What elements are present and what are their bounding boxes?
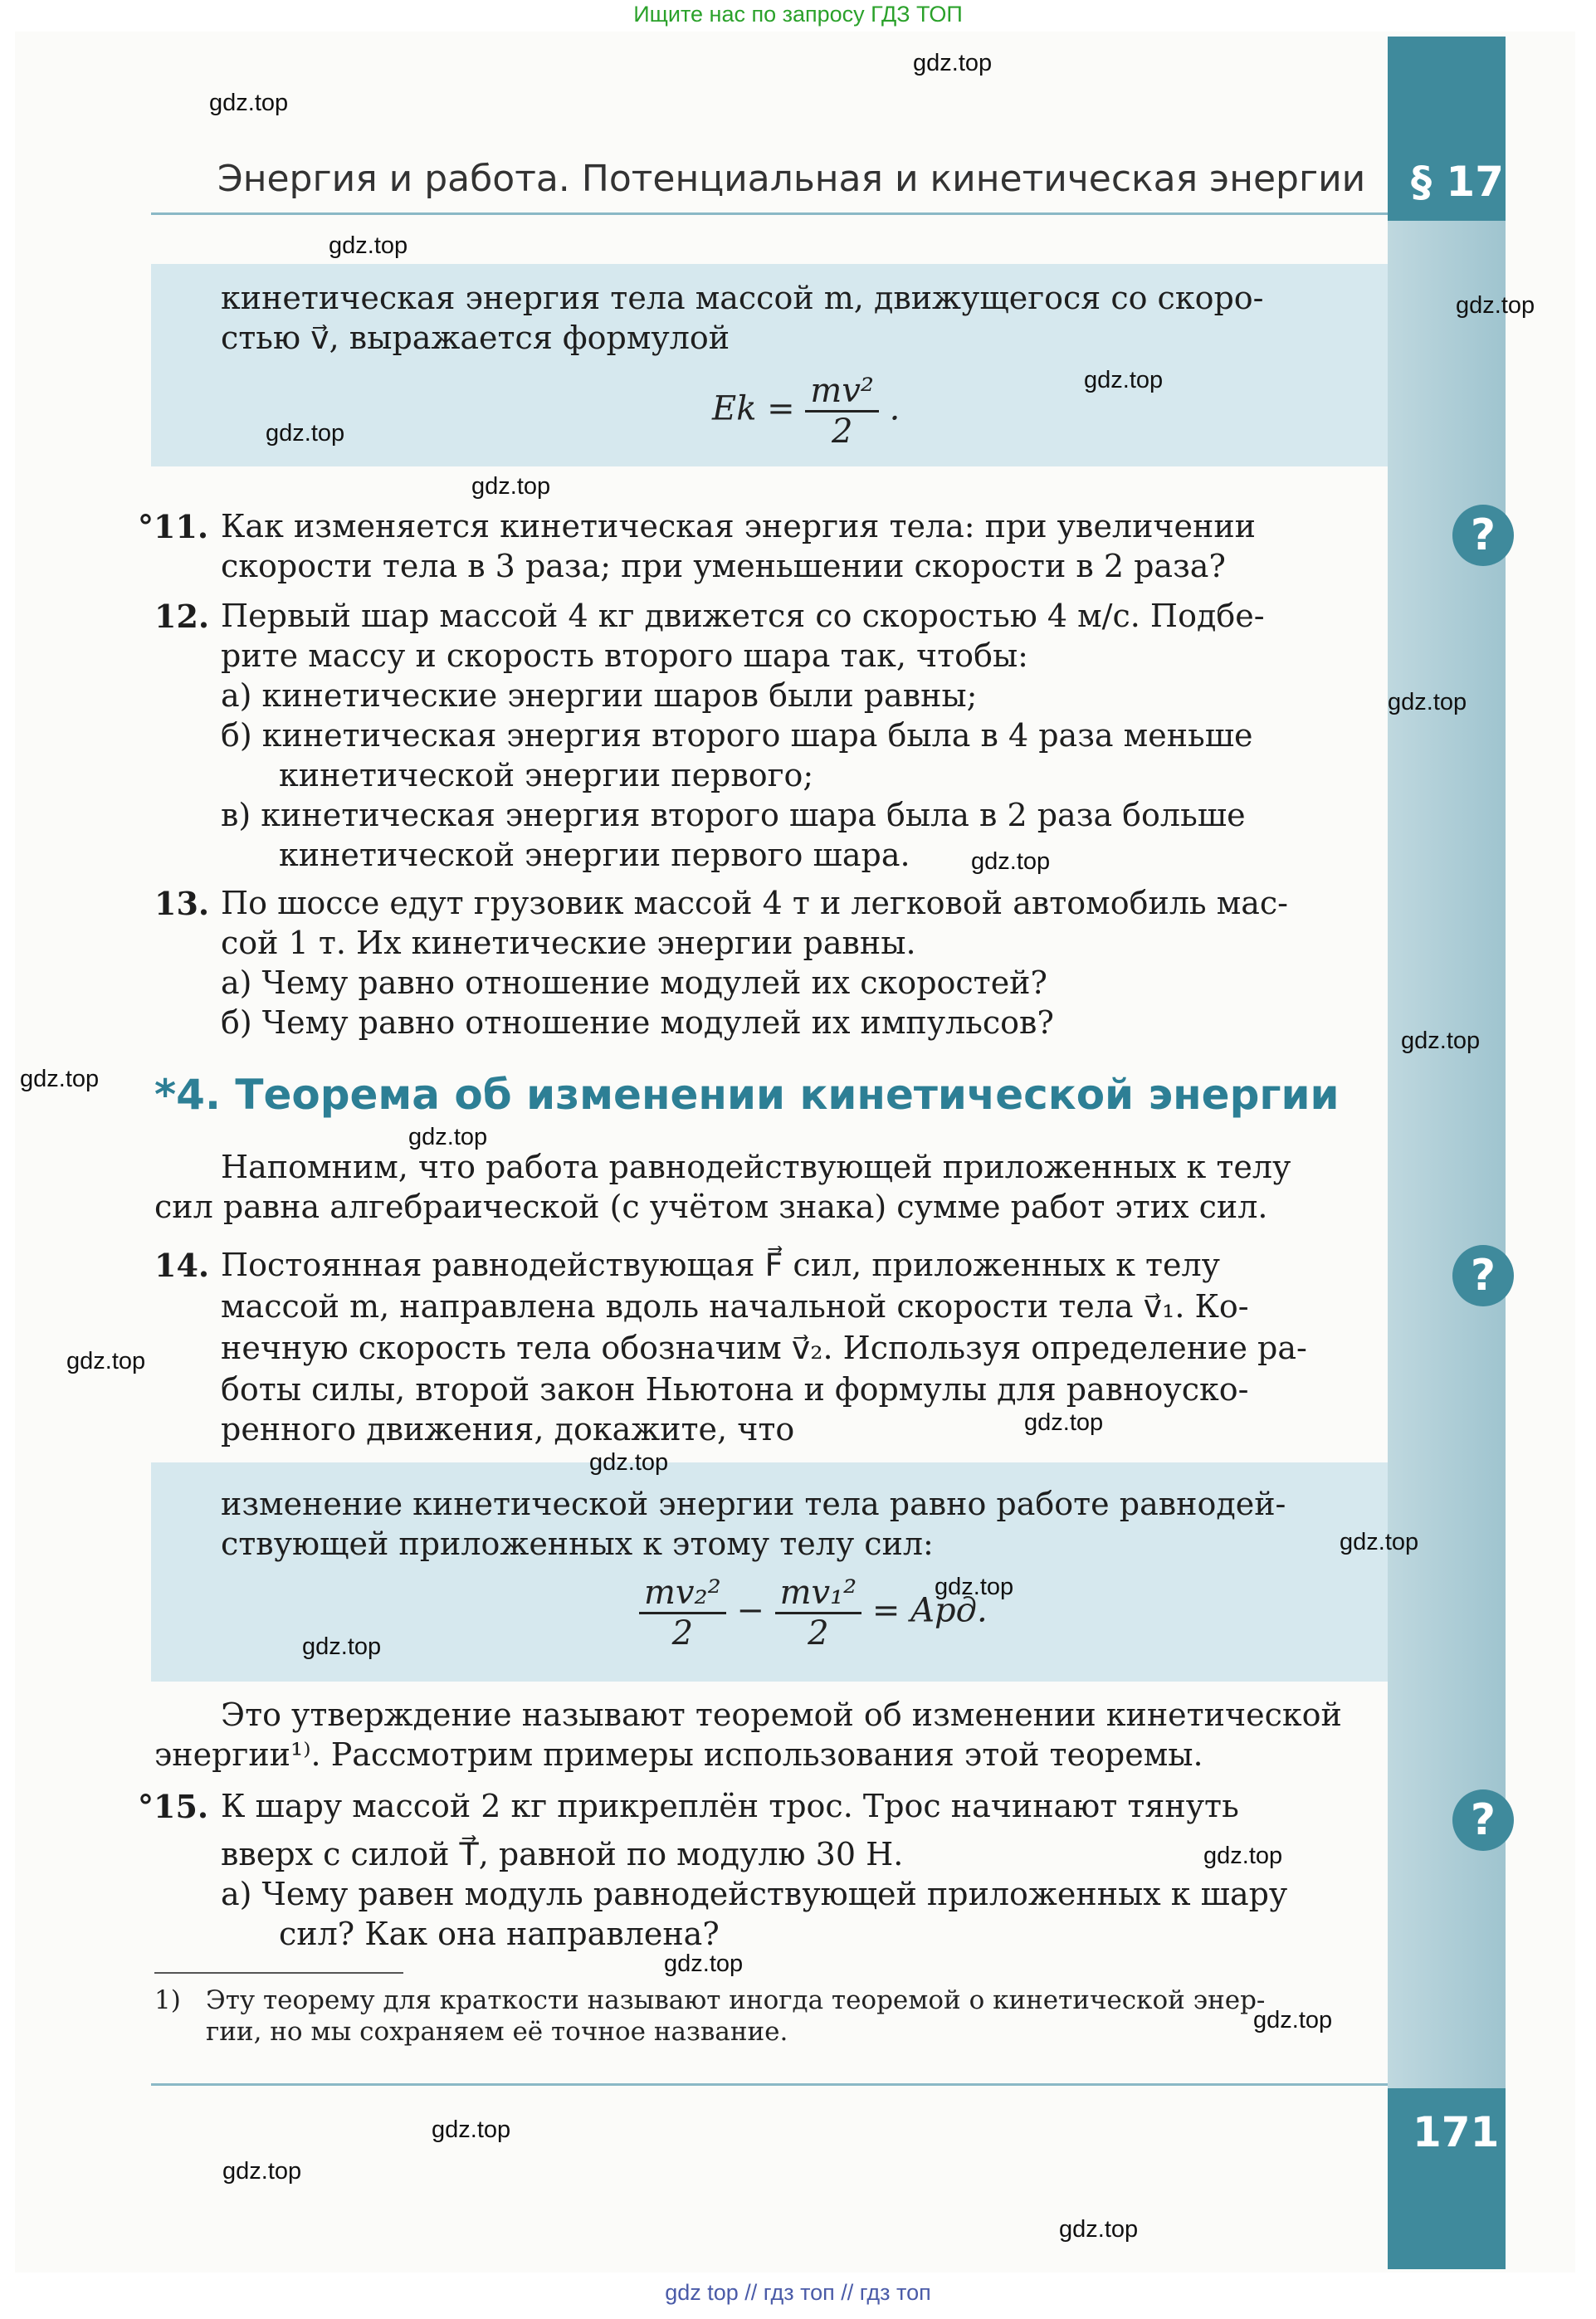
formula-numerator: mv₁² (775, 1574, 862, 1614)
question-number: °11. (138, 508, 209, 545)
formula-numerator: mv₂² (639, 1574, 726, 1614)
question-text: ренного движения, докажите, что (221, 1411, 795, 1448)
formula-end: . (889, 389, 900, 428)
formula-denominator: 2 (808, 1614, 829, 1653)
formula-fraction (805, 372, 879, 451)
watermark: gdz.top (329, 232, 408, 259)
definition-line: стью v⃗, выражается формулой (221, 320, 730, 356)
watermark: gdz.top (913, 50, 993, 76)
formula-rhs: = Aрд. (871, 1591, 988, 1630)
question-text: Постоянная равнодействующая F⃗ сил, приложенных к телу (221, 1247, 1221, 1283)
watermark: gdz.top (1084, 367, 1164, 393)
watermark: gdz.top (1253, 2007, 1333, 2033)
question-option: а) Чему равен модуль равнодействующей приложенных к шару (221, 1876, 1288, 1912)
question-text: По шоссе едут грузовик массой 4 т и легковой автомобиль мас- (221, 885, 1289, 921)
question-text: скорости тела в 3 раза; при уменьшении скорости в 2 раза? (221, 548, 1226, 584)
formula-lhs: Ek = (712, 389, 795, 428)
section-number: § 17 (1411, 158, 1504, 206)
question-text: боты силы, второй закон Ньютона и формулы для равноуско- (221, 1371, 1249, 1408)
question-text: К шару массой 2 кг прикреплён трос. Трос начинают тянуть (221, 1788, 1239, 1824)
watermark: gdz.top (209, 90, 289, 116)
formula-numerator: mv² (805, 372, 879, 413)
question-text: нечную скорость тела обозначим v⃗₂. Используя определение ра- (221, 1330, 1307, 1366)
bottom-banner[interactable]: gdz top // гдз топ // гдз топ (665, 2280, 931, 2305)
definition-line: кинетическая энергия тела массой m, движущегося со скоро- (221, 280, 1264, 316)
section-heading: *4. Теорема об изменении кинетической энергии (154, 1071, 1340, 1119)
question-option: в) кинетическая энергия второго шара была в 2 раза больше (221, 797, 1246, 833)
formula-minus: − (736, 1591, 764, 1630)
watermark: gdz.top (408, 1124, 488, 1150)
watermark: gdz.top (589, 1449, 669, 1476)
footnote-text: гии, но мы сохраняем её точное название. (206, 2017, 788, 2047)
watermark: gdz.top (66, 1348, 146, 1374)
kinetic-energy-formula (712, 372, 900, 451)
watermark: gdz.top (471, 473, 551, 500)
paragraph-text: энергии¹⁾. Рассмотрим примеры использования этой теоремы. (154, 1736, 1203, 1773)
definition-line: изменение кинетической энергии тела равно работе равнодей- (221, 1486, 1286, 1522)
question-number: °15. (138, 1788, 209, 1825)
page-number: 171 (1413, 2108, 1500, 2156)
watermark: gdz.top (1456, 292, 1535, 319)
watermark: gdz.top (1388, 689, 1467, 715)
question-text: Первый шар массой 4 кг движется со скоростью 4 м/с. Подбе- (221, 598, 1265, 634)
question-icon: ? (1452, 1789, 1514, 1851)
question-option: б) кинетическая энергия второго шара была в 4 раза меньше (221, 717, 1253, 754)
watermark: gdz.top (1024, 1409, 1104, 1436)
formula-fraction (775, 1574, 862, 1653)
watermark: gdz.top (935, 1574, 1014, 1600)
footer-rule (151, 2083, 1388, 2086)
formula-denominator: 2 (831, 413, 853, 451)
question-number: 12. (154, 598, 210, 635)
header-rule (151, 212, 1388, 215)
question-text: сой 1 т. Их кинетические энергии равны. (221, 925, 916, 961)
question-text: Как изменяется кинетическая энергия тела: при увеличении (221, 508, 1256, 544)
page-header-title: Энергия и работа. Потенциальная и кинетическая энергии (217, 158, 1366, 200)
question-text: вверх с силой T⃗, равной по модулю 30 Н. (221, 1836, 904, 1872)
question-icon: ? (1452, 1245, 1514, 1306)
formula-denominator: 2 (671, 1614, 694, 1653)
question-option: сил? Как она направлена? (279, 1916, 720, 1952)
top-banner[interactable]: Ищите нас по запросу ГДЗ ТОП (633, 2, 963, 27)
question-icon: ? (1452, 505, 1514, 566)
watermark: gdz.top (302, 1633, 382, 1660)
page-sidebar (1388, 37, 1506, 2269)
watermark: gdz.top (222, 2158, 302, 2185)
watermark: gdz.top (20, 1066, 100, 1092)
question-text: массой m, направлена вдоль начальной скорости тела v⃗₁. Ко- (221, 1288, 1249, 1325)
watermark: gdz.top (432, 2116, 511, 2143)
question-number: 14. (154, 1247, 210, 1284)
watermark: gdz.top (1203, 1843, 1283, 1869)
watermark: gdz.top (266, 420, 345, 447)
watermark: gdz.top (1401, 1028, 1481, 1054)
question-option: кинетической энергии первого шара. (279, 837, 910, 873)
question-option: б) Чему равно отношение модулей их импульсов? (221, 1004, 1054, 1041)
definition-line: ствующей приложенных к этому телу сил: (221, 1526, 934, 1562)
question-option: а) кинетические энергии шаров были равны; (221, 677, 978, 714)
footnote-rule (154, 1972, 403, 1974)
question-option: а) Чему равно отношение модулей их скоростей? (221, 964, 1047, 1001)
question-option: кинетической энергии первого; (279, 757, 814, 793)
formula-fraction (639, 1574, 726, 1653)
paragraph-text: Напомним, что работа равнодействующей приложенных к телу (221, 1149, 1291, 1185)
question-number: 13. (154, 885, 210, 922)
footnote-text: Эту теорему для краткости называют иногда теоремой о кинетической энер- (206, 1985, 1266, 2015)
footnote-mark: 1) (154, 1985, 181, 2015)
watermark: gdz.top (1059, 2216, 1139, 2243)
paragraph-text: Это утверждение называют теоремой об изменении кинетической (221, 1697, 1342, 1733)
watermark: gdz.top (1340, 1529, 1419, 1555)
watermark: gdz.top (664, 1950, 744, 1977)
watermark: gdz.top (971, 848, 1051, 875)
paragraph-text: сил равна алгебраической (с учётом знака) сумме работ этих сил. (154, 1189, 1268, 1225)
question-text: рите массу и скорость второго шара так, чтобы: (221, 637, 1028, 674)
